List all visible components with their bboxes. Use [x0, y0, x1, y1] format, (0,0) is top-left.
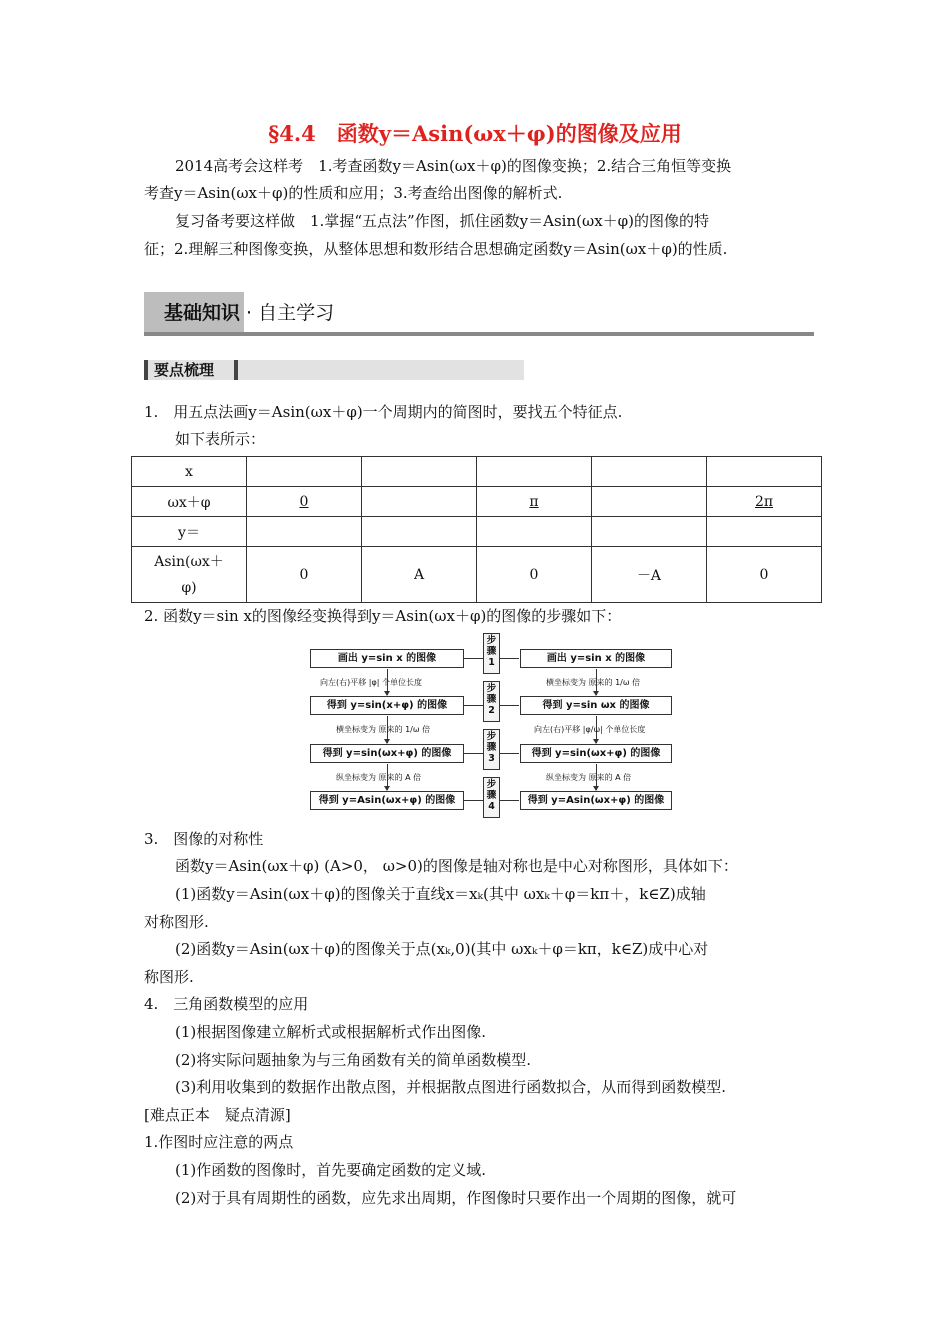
table-cell — [707, 517, 822, 547]
table-cell — [592, 457, 707, 487]
s5-line-c: (2)对于具有周期性的函数，应先求出周期，作图像时只要作出一个周期的图像，就可 — [175, 1189, 737, 1207]
s3-line-b1: (1)函数y＝Asin(ωx＋φ)的图像关于直线x＝xₖ(其中 ωxₖ＋φ＝kπ＋，k∈Z)成轴 — [175, 885, 706, 903]
flow-left-label-2: 横坐标变为 原来的 1/ω 倍 — [336, 725, 431, 734]
flow-right-label-1: 横坐标变为 原来的 1/ω 倍 — [546, 678, 641, 687]
intro-line-4: 征；2.理解三种图像变换，从整体思想和数形结合思想确定函数y＝Asin(ωx＋φ)的性质. — [144, 240, 728, 258]
flow-left-box-4: 得到 y=Asin(ωx+φ) 的图像 — [310, 791, 464, 810]
table-cell — [247, 457, 362, 487]
table-cell — [362, 457, 477, 487]
section-banner — [144, 292, 814, 336]
table-cell — [477, 457, 592, 487]
table-cell-value: 0 — [299, 493, 309, 510]
flow-right-label-2: 向左(右)平移 |φ/ω| 个单位长度 — [534, 725, 646, 734]
flow-right-box-3: 得到 y=sin(ωx+φ) 的图像 — [520, 744, 672, 763]
table-row — [132, 487, 822, 517]
table-cell-value: 2π — [754, 493, 774, 510]
table-cell — [477, 487, 592, 517]
s1-line-1: 1. 用五点法画y＝Asin(ωx＋φ)一个周期内的简图时，要找五个特征点. — [144, 403, 623, 421]
s4-heading: 4. 三角函数模型的应用 — [144, 995, 309, 1013]
transform-flowchart — [310, 633, 672, 823]
s5-line-a: 1.作图时应注意的两点 — [144, 1133, 294, 1151]
table-cell: Asin(ωx＋ φ) — [132, 547, 247, 603]
table-cell — [362, 487, 477, 517]
s3-heading: 3. 图像的对称性 — [144, 830, 264, 848]
flow-left-box-2: 得到 y=sin(x+φ) 的图像 — [310, 696, 464, 715]
table-cell — [707, 457, 822, 487]
flow-right-box-2: 得到 y=sin ωx 的图像 — [520, 696, 672, 715]
table-cell — [362, 517, 477, 547]
table-row — [132, 517, 822, 547]
s4-line-c: (3)利用收集到的数据作出散点图，并根据散点图进行函数拟合，从而得到函数模型. — [175, 1078, 727, 1096]
flow-step-4: 步 骤 4 — [483, 777, 500, 818]
table-cell: 0 — [477, 547, 592, 603]
table-cell — [592, 517, 707, 547]
flow-step-3: 步 骤 3 — [483, 729, 500, 770]
flow-left-box-1: 画出 y=sin x 的图像 — [310, 649, 464, 668]
s3-line-c2: 称图形. — [144, 968, 194, 986]
table-cell — [592, 487, 707, 517]
table-row — [132, 457, 822, 487]
flow-right-box-4: 得到 y=Asin(ωx+φ) 的图像 — [520, 791, 672, 810]
subhead-text: 要点梳理 — [154, 361, 215, 379]
s2-line: 2. 函数y＝sin x的图像经变换得到y＝Asin(ωx＋φ)的图像的步骤如下： — [144, 607, 622, 625]
table-cell: －A — [592, 547, 707, 603]
s1-line-2: 如下表所示： — [175, 430, 266, 448]
flow-left-box-3: 得到 y=sin(ωx+φ) 的图像 — [310, 744, 464, 763]
table-cell: y＝ — [132, 517, 247, 547]
s3-line-b2: 对称图形. — [144, 913, 209, 931]
banner-rest: · 自主学习 — [240, 302, 335, 324]
s3-line-c1: (2)函数y＝Asin(ωx＋φ)的图像关于点(xₖ,0)(其中 ωxₖ＋φ＝kπ，k∈Z)成中心对 — [175, 940, 709, 958]
s3-line-a: 函数y＝Asin(ωx＋φ) (A>0， ω>0)的图像是轴对称也是中心对称图形，具体如下： — [175, 857, 738, 875]
table-cell — [477, 517, 592, 547]
flow-right-label-3: 纵坐标变为 原来的 A 倍 — [546, 773, 632, 782]
flow-left-label-3: 纵坐标变为 原来的 A 倍 — [336, 773, 422, 782]
table-cell: ωx＋φ — [132, 487, 247, 517]
table-cell: A — [362, 547, 477, 603]
subhead — [144, 360, 524, 380]
intro-line-2: 考查y＝Asin(ωx＋φ)的性质和应用；3.考查给出图像的解析式. — [144, 184, 563, 202]
intro-line-1: 2014高考会这样考 1.考查函数y＝Asin(ωx＋φ)的图像变换；2.结合三角恒等变换 — [175, 157, 732, 175]
table-cell — [247, 517, 362, 547]
table-cell: 0 — [707, 547, 822, 603]
table-cell — [247, 487, 362, 517]
banner-bold: 基础知识 — [164, 302, 241, 324]
s5-line-b: (1)作函数的图像时，首先要确定函数的定义域. — [175, 1161, 487, 1179]
s5-heading: [难点正本 疑点清源] — [144, 1106, 291, 1124]
s4-line-b: (2)将实际问题抽象为与三角函数有关的简单函数模型. — [175, 1051, 532, 1069]
table-cell-value: π — [529, 493, 539, 510]
flow-step-2: 步 骤 2 — [483, 681, 500, 722]
flow-right-box-1: 画出 y=sin x 的图像 — [520, 649, 672, 668]
flow-step-1: 步 骤 1 — [483, 633, 500, 674]
s4-line-a: (1)根据图像建立解析式或根据解析式作出图像. — [175, 1023, 487, 1041]
table-row — [132, 547, 822, 603]
table-cell — [707, 487, 822, 517]
page-title: §4.4 函数y＝Asin(ωx＋φ)的图像及应用 — [268, 121, 682, 146]
intro-line-3: 复习备考要这样做 1.掌握“五点法”作图，抓住函数y＝Asin(ωx＋φ)的图像的特 — [175, 212, 710, 230]
table-cell: 0 — [247, 547, 362, 603]
flow-left-label-1: 向左(右)平移 |φ| 个单位长度 — [320, 678, 422, 687]
table-cell: x — [132, 457, 247, 487]
five-point-table — [131, 456, 822, 603]
